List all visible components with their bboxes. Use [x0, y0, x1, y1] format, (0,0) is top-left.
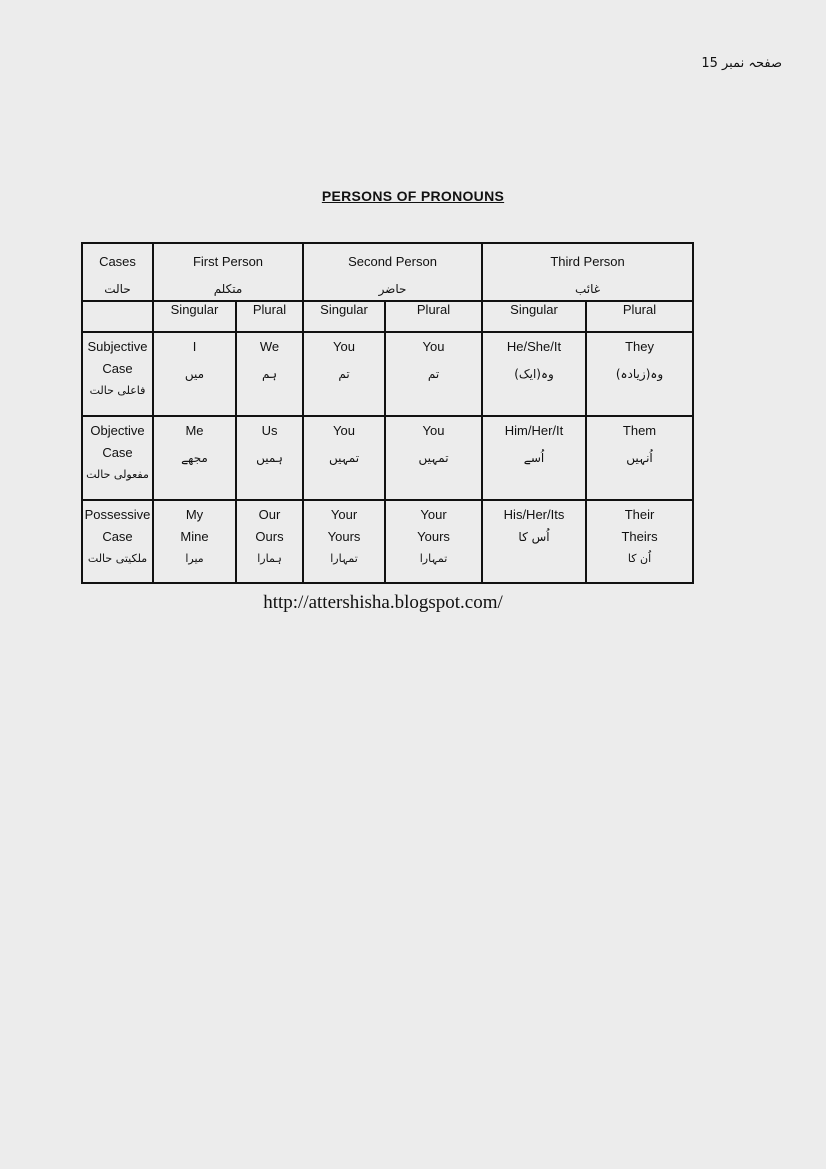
case-label-line: Case	[102, 445, 133, 460]
pronoun-cell	[482, 416, 586, 500]
table-row-possessive	[82, 500, 693, 583]
subheader-plural: Plural	[385, 301, 482, 332]
pronoun-ur: وہ(ایک)	[514, 367, 554, 381]
pronoun-cell	[153, 332, 236, 416]
header-cases-ur: حالت	[104, 282, 131, 296]
header-third-person-ur: غائب	[574, 282, 601, 296]
pronoun-en: Their	[624, 507, 655, 522]
pronoun-en: Your	[330, 507, 358, 522]
pronoun-en-2: Mine	[180, 529, 209, 544]
page-number: صفحہ نمبر 15	[701, 56, 782, 71]
case-label-subjective	[82, 332, 153, 416]
table-row-subjective	[82, 332, 693, 416]
page-title-text: PERSONS OF PRONOUNS	[321, 188, 505, 204]
pronoun-ur: میرا	[185, 552, 204, 565]
case-label-line: Objective	[90, 423, 145, 438]
footer-url: http://attershisha.blogspot.com/	[263, 592, 503, 613]
pronoun-en: Our	[258, 507, 281, 522]
pronoun-cell	[236, 416, 303, 500]
pronoun-ur: تم	[338, 367, 350, 381]
pronoun-ur: تمہیں	[328, 451, 360, 465]
pronoun-en-2: Yours	[417, 529, 450, 544]
case-label-line: Possessive	[84, 507, 151, 522]
pronoun-en: You	[333, 339, 355, 354]
pronoun-ur: ہم	[261, 367, 278, 381]
pronoun-ur: تمہارا	[330, 552, 358, 565]
case-label-line: Subjective	[87, 339, 148, 354]
pronoun-ur: ہمیں	[256, 451, 283, 465]
pronoun-ur: میں	[184, 367, 205, 381]
subheader-singular: Singular	[303, 301, 385, 332]
pronoun-ur: اُس کا	[518, 530, 550, 544]
pronoun-ur: اُنہیں	[626, 451, 653, 465]
case-label-line: Case	[102, 529, 133, 544]
pronoun-ur: مجھے	[181, 451, 208, 465]
pronoun-ur: تمہارا	[419, 552, 448, 565]
pronoun-ur: اُسے	[523, 451, 545, 465]
pronoun-cell	[303, 500, 385, 583]
table-row-number	[82, 301, 693, 332]
header-cases-en: Cases	[99, 254, 136, 269]
case-label-possessive	[82, 500, 153, 583]
pronoun-cell	[153, 416, 236, 500]
pronoun-cell	[482, 500, 586, 583]
pronoun-cell	[153, 500, 236, 583]
pronoun-cell	[482, 332, 586, 416]
pronoun-cell	[303, 332, 385, 416]
pronoun-cell	[236, 332, 303, 416]
case-label-objective	[82, 416, 153, 500]
pronoun-en-2: Yours	[327, 529, 361, 544]
subheader-singular: Singular	[153, 301, 236, 332]
subheader-plural: Plural	[236, 301, 303, 332]
pronoun-cell	[303, 416, 385, 500]
pronoun-cell	[586, 416, 693, 500]
table-row-header	[82, 243, 693, 301]
pronoun-cell	[385, 500, 482, 583]
pronoun-en: You	[422, 339, 445, 354]
pronoun-en-2: Theirs	[621, 529, 658, 544]
pronoun-en: Us	[261, 423, 278, 438]
table-row-objective	[82, 416, 693, 500]
header-cases	[82, 243, 153, 301]
subheader-empty	[82, 301, 153, 332]
pronoun-cell	[586, 332, 693, 416]
pronoun-en: His/Her/Its	[503, 507, 565, 522]
pronoun-ur: وہ(زیادہ)	[615, 367, 664, 381]
pronoun-ur: ہمارا	[257, 552, 282, 565]
pronoun-ur: اُن کا	[627, 552, 652, 565]
subheader-plural: Plural	[586, 301, 693, 332]
pronoun-en: Me	[185, 423, 204, 438]
pronoun-ur: تم	[427, 367, 440, 381]
pronoun-en: We	[259, 339, 280, 354]
pronoun-en: They	[625, 339, 654, 354]
pronoun-en: Him/Her/It	[504, 423, 564, 438]
header-first-person-en: First Person	[192, 254, 264, 269]
pronoun-en: He/She/It	[506, 339, 562, 354]
pronoun-en: You	[333, 423, 355, 438]
pronoun-cell	[385, 416, 482, 500]
case-label-ur: فاعلی حالت	[89, 384, 146, 397]
header-second-person-ur: حاضر	[378, 282, 407, 296]
case-label-line: Case	[102, 361, 133, 376]
pronoun-cell	[385, 332, 482, 416]
case-label-ur: مفعولی حالت	[86, 468, 149, 481]
pronoun-en: Your	[420, 507, 447, 522]
header-third-person-en: Third Person	[550, 254, 625, 269]
pronoun-en-2: Ours	[255, 529, 284, 544]
header-second-person-en: Second Person	[348, 254, 437, 269]
pronoun-en: Them	[622, 423, 657, 438]
header-first-person	[153, 243, 303, 301]
subheader-singular: Singular	[482, 301, 586, 332]
page-title	[0, 188, 826, 204]
pronoun-cell	[586, 500, 693, 583]
pronoun-en: My	[185, 507, 204, 522]
pronoun-cell	[236, 500, 303, 583]
case-label-ur: ملکیتی حالت	[87, 552, 148, 565]
pronoun-en: You	[422, 423, 445, 438]
pronoun-en: I	[192, 339, 197, 354]
header-first-person-ur: متکلم	[213, 282, 243, 296]
pronouns-table	[81, 242, 694, 584]
header-second-person	[303, 243, 482, 301]
pronoun-ur: تمہیں	[418, 451, 449, 465]
header-third-person	[482, 243, 693, 301]
